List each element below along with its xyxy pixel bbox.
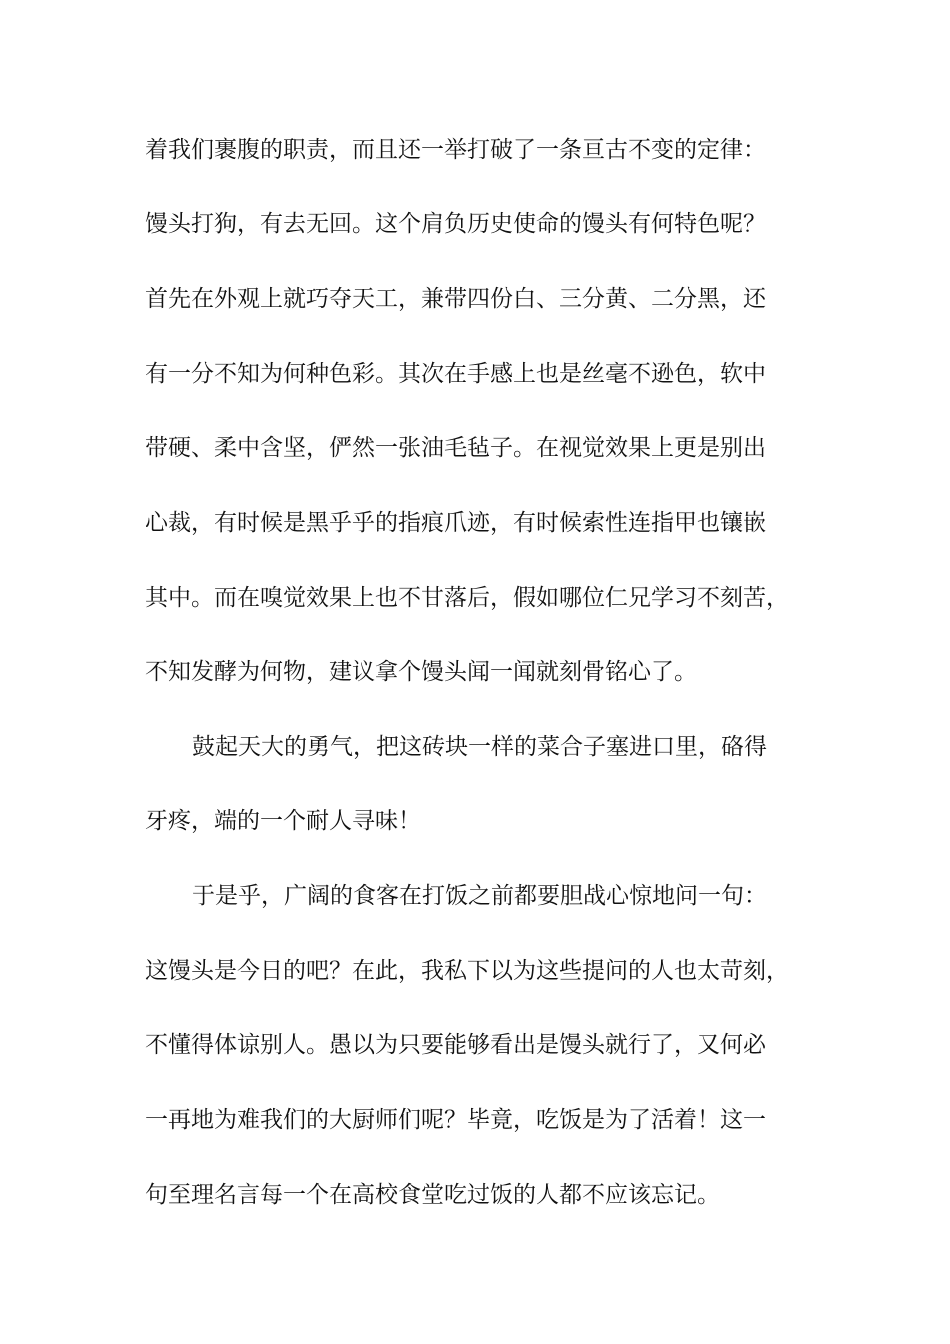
text-line: 有一分不知为何种色彩。其次在手感上也是丝毫不逊色，软中 bbox=[145, 361, 766, 387]
text-line: 带硬、柔中含坚，俨然一张油毛毡子。在视觉效果上更是别出 bbox=[145, 435, 766, 461]
text-line: 其中。而在嗅觉效果上也不甘落后，假如哪位仁兄学习不刻苦， bbox=[145, 585, 789, 611]
text-line: 句至理名言每一个在高校食堂吃过饭的人都不应该忘记。 bbox=[145, 1182, 720, 1208]
text-line: 心裁，有时候是黑乎乎的指痕爪迹，有时候索性连指甲也镶嵌 bbox=[145, 510, 766, 536]
text-line: 首先在外观上就巧夺天工，兼带四份白、三分黄、二分黑，还 bbox=[145, 286, 766, 312]
text-line: 这馒头是今日的吧？在此，我私下以为这些提问的人也太苛刻， bbox=[145, 958, 789, 984]
text-line: 不知发酵为何物，建议拿个馒头闻一闻就刻骨铭心了。 bbox=[145, 659, 697, 685]
paragraph-first-line: 于是乎，广阔的食客在打饭之前都要胆战心惊地问一句： bbox=[192, 883, 767, 909]
text-line: 牙疼，端的一个耐人寻味！ bbox=[145, 808, 421, 834]
text-line: 着我们裹腹的职责，而且还一举打破了一条亘古不变的定律： bbox=[145, 137, 766, 163]
paragraph-first-line: 鼓起天大的勇气，把这砖块一样的菜合子塞进口里，硌得 bbox=[192, 734, 767, 760]
text-line: 馒头打狗，有去无回。这个肩负历史使命的馒头有何特色呢？ bbox=[145, 211, 766, 237]
text-line: 一再地为难我们的大厨师们呢？毕竟，吃饭是为了活着！这一 bbox=[145, 1107, 766, 1133]
text-line: 不懂得体谅别人。愚以为只要能够看出是馒头就行了，又何必 bbox=[145, 1032, 766, 1058]
